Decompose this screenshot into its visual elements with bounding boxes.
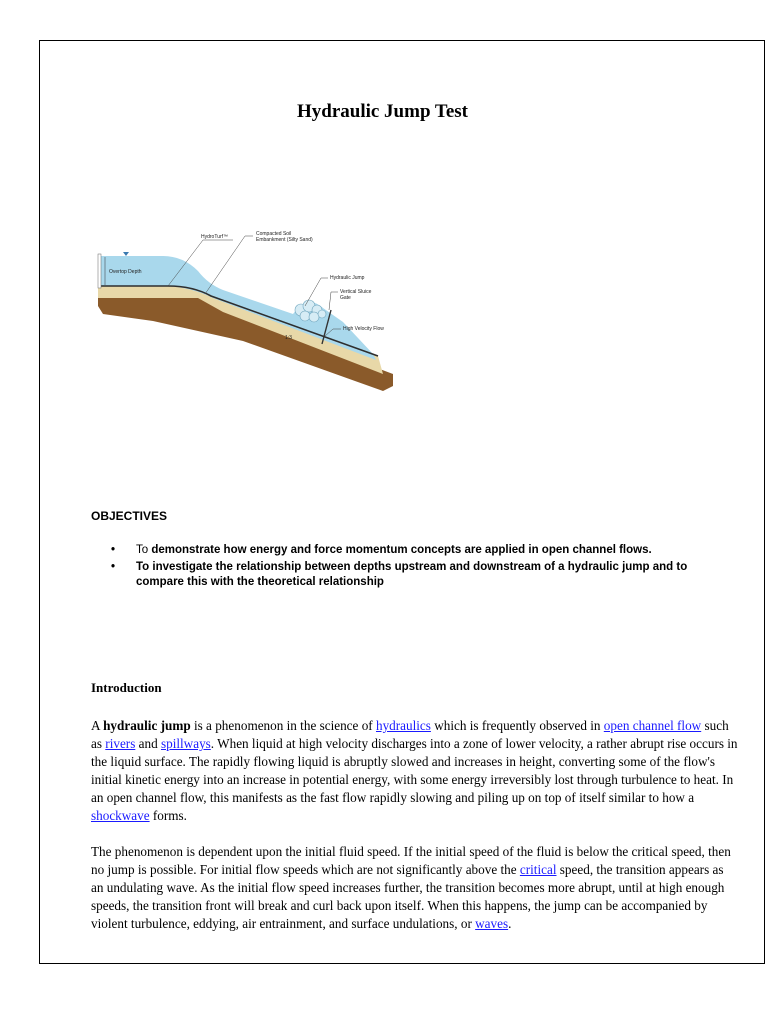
link-hydraulics[interactable]: hydraulics <box>375 718 431 733</box>
link-rivers[interactable]: rivers <box>105 736 136 751</box>
water-level-icon <box>123 252 129 256</box>
text-run: and <box>135 736 161 751</box>
bold-term: hydraulic jump <box>103 718 191 733</box>
label-high-velocity-flow: High Velocity Flow <box>343 326 384 332</box>
label-hydraulic-jump: Hydraulic Jump <box>330 275 365 281</box>
objectives-heading: OBJECTIVES <box>91 509 168 523</box>
text-run: The phenomenon is dependent upon the initial fluid speed. If the initial speed of the fluid is below the critical speed, then no jump is possible. For initial flow speeds which are not significantly above the <box>91 844 731 877</box>
text-run: which is frequently observed in <box>430 718 604 733</box>
text-run: is a phenomenon in the science of <box>190 718 376 733</box>
text-run: A <box>91 718 104 733</box>
objective-item <box>91 543 731 558</box>
label-hydroturf: HydroTurf™ <box>201 234 229 240</box>
text-run: speed, the transition appears as an undulating wave. As the initial flow speed increases further, the transition becomes more abrupt, until at high enough speeds, the transition front will break and curl back upon itself. When this happens, the jump can be accompanied by violent turbulence, eddying, air entrainment, and surface undulations, or <box>91 862 725 931</box>
label-sluice-gate-1: Vertical Sluice <box>340 289 372 295</box>
intro-paragraph-1 <box>91 717 739 825</box>
link-shockwave[interactable]: shockwave <box>91 808 150 823</box>
text-run: . <box>508 916 512 931</box>
text-run: such as <box>91 718 729 751</box>
objective-text: To investigate the relationship between depths upstream and downstream of a hydraulic jump and to compare this with the theoretical relationship <box>136 561 688 588</box>
label-sluice-gate-2: Gate <box>340 295 351 301</box>
depth-gauge <box>98 254 101 288</box>
label-compacted-soil-2: Embankment (Silty Sand) <box>256 237 313 243</box>
intro-paragraph-2 <box>91 843 739 933</box>
bullet: • <box>111 544 116 556</box>
page-title: Hydraulic Jump Test <box>296 101 469 122</box>
objective-text: demonstrate how energy and force momentum concepts are applied in open channel flows. <box>151 544 652 556</box>
text-run: forms. <box>149 808 187 823</box>
label-compacted-soil-1: Compacted Soil <box>256 231 292 237</box>
objectives-list <box>91 543 731 592</box>
label-slope: 1:3 <box>285 335 292 341</box>
hydraulic-jump-diagram <box>93 226 393 406</box>
link-waves[interactable]: waves <box>475 916 509 931</box>
link-spillways[interactable]: spillways <box>160 736 211 751</box>
label-overtop-depth: Overtop Depth <box>109 269 142 275</box>
link-open-channel-flow[interactable]: open channel flow <box>603 718 702 733</box>
text-run: . When liquid at high velocity discharges into a zone of lower velocity, a rather abrupt rise occurs in the liquid surface. The rapidly flowing liquid is abruptly slowed and increases in height, converting some of the flow's initial kinetic energy into an increase in potential energy, with some energy irreversibly lost through turbulence to heat. In an open channel flow, this manifests as the fast flow rapidly slowing and piling up on top of itself similar to how a <box>91 736 738 805</box>
objective-item <box>91 560 731 590</box>
introduction-heading: Introduction <box>91 680 162 695</box>
page-border <box>39 40 765 964</box>
bullet: • <box>111 561 116 573</box>
objective-lead: To <box>136 544 152 556</box>
link-critical[interactable]: critical <box>519 862 557 877</box>
